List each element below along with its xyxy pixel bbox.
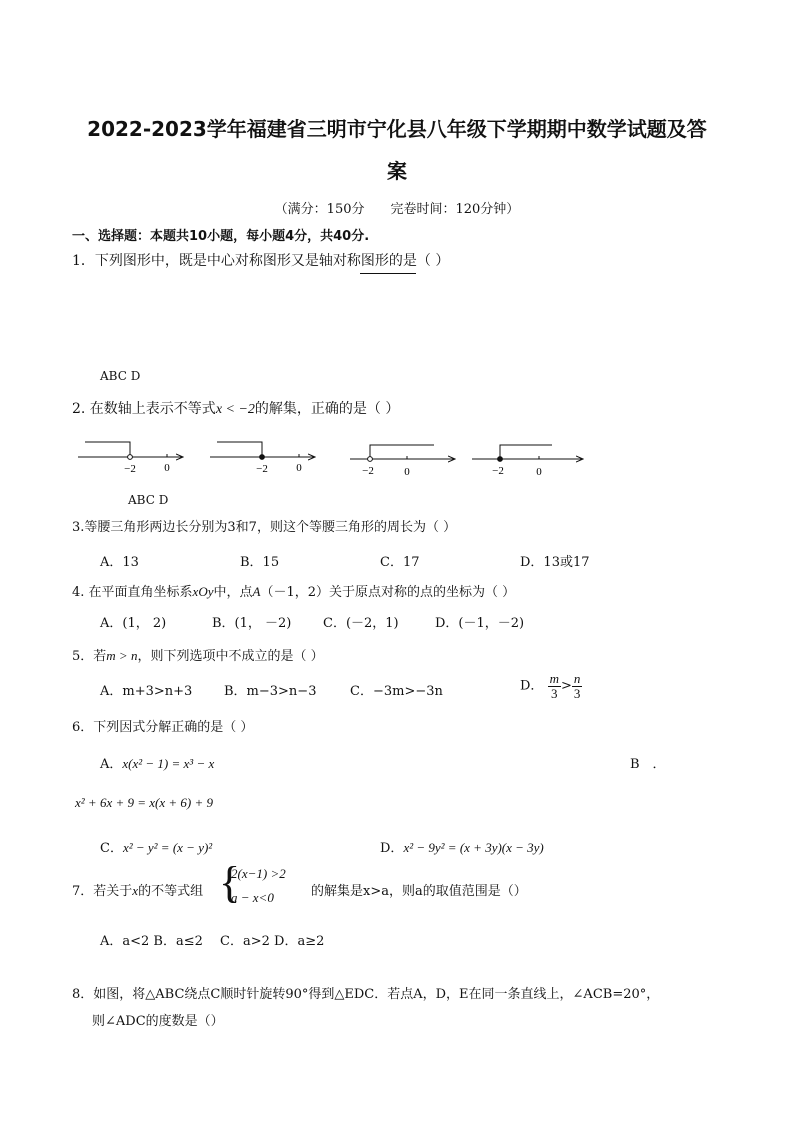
variable-x: x <box>132 883 139 898</box>
denominator: 3 <box>551 685 558 701</box>
question-4-option-d: D．(－1，－2) <box>435 616 525 631</box>
question-3-option-c: C．17 <box>380 555 420 570</box>
tick-label-neg2: −2 <box>256 463 268 475</box>
numerator: m <box>549 671 559 686</box>
fraction-m-over-3 <box>548 672 561 700</box>
system-brace: { <box>219 858 241 907</box>
closed-point <box>260 455 265 460</box>
inequality-line-2 <box>231 890 274 906</box>
question-4-option-c: C．(－2，1) <box>323 616 399 631</box>
option-label: A． <box>100 757 123 772</box>
math-expression: x(x² − 1) = x³ − x <box>122 756 215 771</box>
question-4-stem <box>72 581 515 600</box>
question-4-point-a: A <box>252 584 261 599</box>
document-title-line1: 2022-2023学年福建省三明市宁化县八年级下学期期中数学试题及答 <box>87 117 707 141</box>
tick-label-zero: 0 <box>296 462 302 474</box>
question-4-stem-post: （－1，2）关于原点对称的点的坐标为（ ） <box>260 585 516 600</box>
tick-label-neg2: −2 <box>362 465 374 477</box>
greater-than-sign: > <box>560 678 572 694</box>
number-line-c <box>350 445 454 478</box>
question-5-condition: m > n <box>106 648 138 663</box>
question-6-stem: 6．下列因式分解正确的是（ ） <box>72 720 254 735</box>
stem-text: 7．若关于 <box>72 884 133 899</box>
question-8-stem-line2: 则∠ADC的度数是（） <box>92 1014 224 1029</box>
question-4-option-a: A．(1， 2) <box>100 616 167 631</box>
question-6-option-c <box>100 837 212 856</box>
exam-subtitle: （满分：150分 完卷时间：120分钟） <box>274 202 520 217</box>
question-5-option-d <box>520 672 582 700</box>
numerator: n <box>573 671 581 686</box>
number-line-figures <box>70 432 600 482</box>
question-8-stem-line1: 8．如图，将△ABC绕点C顺时针旋转90°得到△EDC．若点A，D，E在同一条直线上，∠ACB=20°， <box>72 987 660 1002</box>
tick-label-zero: 0 <box>404 466 410 478</box>
question-6-option-d <box>380 837 544 856</box>
question-3-option-d: D．13或17 <box>520 555 590 570</box>
section-heading: 一、选择题：本题共10小题，每小题4分，共40分. <box>72 229 370 244</box>
question-1-options-label: ABC D <box>100 369 141 383</box>
question-1-stem: 1．下列图形中，既是中心对称图形又是轴对称图形的是（ ） <box>72 253 450 269</box>
question-2-inequality: x < −2 <box>215 402 255 417</box>
open-point <box>368 457 373 462</box>
number-line-d <box>472 445 582 478</box>
question-2-options-label: ABC D <box>128 493 169 507</box>
question-2-stem <box>72 398 399 418</box>
tick-label-neg2: −2 <box>124 463 136 475</box>
question-2-stem-post: 的解集，正确的是（ ） <box>254 401 400 417</box>
question-4-stem-mid: 中，点 <box>213 585 253 600</box>
question-7-stem-pre <box>72 880 203 899</box>
stem-text: 的不等式组 <box>138 884 204 899</box>
math-expression: a − x<0 <box>231 890 274 905</box>
question-5-option-b: B．m−3>n−3 <box>224 684 317 699</box>
math-expression: x² − y² = (x − y)² <box>122 840 213 855</box>
question-5-stem-post: ，则下列选项中不成立的是（ ） <box>137 649 324 664</box>
math-expression: x² + 6x + 9 = x(x + 6) + 9 <box>75 795 213 810</box>
question-3-stem: 3.等腰三角形两边长分别为3和7，则这个等腰三角形的周长为（ ） <box>72 520 457 535</box>
question-3-option-a: A．13 <box>100 555 139 570</box>
tick-label-zero: 0 <box>536 466 542 478</box>
question-3-option-b: B．15 <box>240 555 280 570</box>
option-d-label: D． <box>520 678 544 694</box>
document-title-line2: 案 <box>387 159 407 183</box>
open-point <box>128 455 133 460</box>
fraction-n-over-3 <box>572 672 583 700</box>
number-line-a <box>78 442 182 475</box>
option-label: D． <box>380 841 404 856</box>
question-5-option-c: C．−3m>−3n <box>350 684 443 699</box>
underline-mark <box>360 273 416 274</box>
closed-point <box>498 457 503 462</box>
question-5-option-a: A．m+3>n+3 <box>100 684 193 699</box>
question-4-xoy: xOy <box>192 584 214 599</box>
tick-label-neg2: −2 <box>492 465 504 477</box>
question-6-option-b <box>75 795 213 811</box>
denominator: 3 <box>573 685 581 701</box>
question-4-stem-pre: 4. 在平面直角坐标系 <box>72 585 193 600</box>
question-6-option-a <box>100 753 214 772</box>
question-4-option-b: B．(1， －2) <box>212 616 292 631</box>
question-7-options: A．a<2 B．a≤2 C．a>2 D．a≥2 <box>100 934 325 949</box>
math-expression: 2(x−1) >2 <box>231 866 286 881</box>
question-7-stem-post: 的解集是x>a，则a的取值范围是（） <box>311 884 527 899</box>
question-2-stem-pre: 2. 在数轴上表示不等式 <box>72 401 216 417</box>
math-expression: x² − 9y² = (x + 3y)(x − 3y) <box>403 840 544 855</box>
question-5-stem-pre: 5．若 <box>72 649 107 664</box>
number-line-b <box>210 442 314 475</box>
question-6-option-b-label: B ． <box>630 757 666 772</box>
tick-label-zero: 0 <box>164 462 170 474</box>
question-5-stem <box>72 645 324 664</box>
inequality-line-1 <box>231 866 286 882</box>
option-label: C． <box>100 841 123 856</box>
